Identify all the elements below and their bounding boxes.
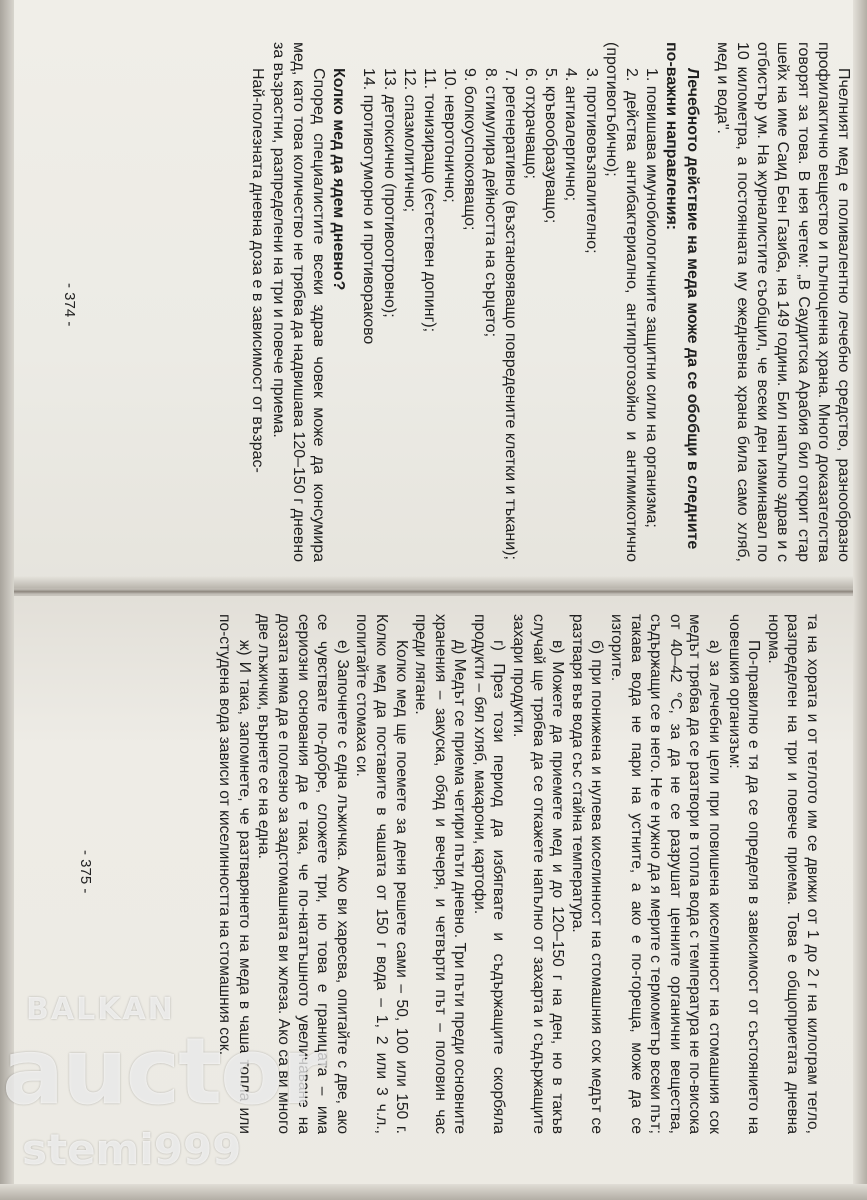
page-edge-bottom [0, 1184, 867, 1200]
list-item: 8. стимулира дейността на сърцето; [481, 68, 499, 338]
amount-paragraph: Колко мед ще поемете за деня решете сами – 50, 100 или 150 г. Колко мед да поставите в чашата от 150 г вода – 1, 2 или 3 ч.л., попитайте стомаха си. [353, 614, 410, 1134]
heading-daily-dose: Колко мед да ядем дневно? [330, 68, 348, 291]
item-g: г) През този период да избягвате и съдържащите скорбяла продукти – бял хляб, макарони, картофи. [470, 614, 508, 1134]
item-b: б) при понижена и нулева киселинност на стомашния сок медът се разтваря във вода със стайна температура. [568, 614, 606, 1134]
list-item: 12. спазмолитично; [400, 68, 418, 213]
list-item: 4. антиалергично; [562, 68, 580, 202]
item-e: е) Започнете с една лъжичка. Ако ви харесва, опитайте с две, ако се чувствате по-добре, сложете три, но това е границата – има сериозни основания да е така, че по-нататъшното увеличаване на дозата няма да е полезно за задстомашната ви жлеза. Ако са ви много две лъжички, върнете се на една. [255, 614, 351, 1134]
list-item: 1. повишава имунобиологичните защитни сили на организма; [643, 68, 661, 528]
dose-paragraph: Според специалистите всеки здрав човек може да консумира мед, като това количество не трябва да надвишава 120–150 г дневно за възрастни, разпределени на три и повече приема. [269, 42, 327, 562]
healing-list [358, 42, 661, 562]
item-v: в) Можете да приемете мед и до 120–150 г на ден, но в такъв случай ще трябва да се откажете напълно от захарта и съдържащите захари продукти. [510, 614, 567, 1134]
norm-paragraph: та на хората и от теглото им се движи от 1 до 2 г на килограм тегло, разпределен на три и повече приема. Това е общоприетата дневна норма. [764, 614, 821, 1134]
list-item: 13. детоксично (противоотровно); [380, 68, 398, 318]
watermark-balkan: BALKAN [26, 992, 175, 1027]
intro-paragraph: Пчелният мед е поливалентно лечебно средство, разнообразно профилактично вещество и пълноценна храна. Много доказателства говорят за това. В нея четем: „В Саудитска Арабия бил открит стар шейх на име Саид Бен Газиба, на 149 години. Бил напълно здрав и с отбистър ум. На журналистите съобщил, че всеки ден изминавал по 10 километра, а постоянната му ежедневна храна била само хляб, мед и вода". [713, 42, 852, 562]
watermark-auctor: auctor [2, 1018, 325, 1125]
page-number-374: - 374 - [61, 283, 78, 327]
watermark-seller: stemi999 [22, 1125, 242, 1174]
item-d: д) Медът се приема четири пъти дневно. Три пъти преди основните хранения – закуска, обяд и вечеря, и четвърти път – половин час преди лягане. [412, 614, 469, 1134]
list-item: 10. невротонично; [441, 68, 459, 203]
list-item: 11. тонизиращо (естествен допинг); [420, 68, 438, 333]
list-item: 3. противовъзпалително; [582, 68, 600, 254]
page-number-375: - 375 - [77, 850, 94, 894]
heading-healing-action: Лечебното действие на меда може да се обобщи в следните по-важни направления: [663, 42, 701, 550]
page-edge-right [853, 0, 867, 1200]
list-item: 5. кръвообразуващо; [542, 68, 560, 224]
list-item: 14. противотуморно и противораково [360, 68, 378, 345]
page-374-text [247, 42, 853, 562]
dose-paragraph: Най-полезната дневна доза е в зависимост от възрас- [249, 68, 267, 473]
list-item: 7. регенеративно (възстановяващо повредените клетки и тъкани); [501, 68, 519, 560]
list-item: 9. болкоуспокояващо; [461, 68, 479, 231]
item-a: а) за лечебни цели при повишена киселинност на стомашния сок медът трябва да се разтвори в топла вода с температура не по-висока от 40–42 °С, за да не се разрушат ценните органични вещества, съдържащи се в него. Не е нужно да я мерите с термометър всеки път; такава вода не пари на устните, а ако е по-гореща, може да се изгорите. [608, 614, 724, 1134]
item-zh: ж) И така, запомнете, че разтварянето на меда в чаша топла или по-студена вода зависи от киселинността на стомашния сок. [216, 614, 253, 1134]
page-374 [0, 0, 867, 588]
organism-paragraph: По-правилно е тя да се определя в зависимост от състоянието на човешкия организъм: [725, 614, 763, 1134]
list-item: 6. отхрачващо; [521, 68, 539, 179]
list-item: 2. действа антибактериално, антипротозойно и антимикотично (противогъбично); [602, 42, 640, 562]
